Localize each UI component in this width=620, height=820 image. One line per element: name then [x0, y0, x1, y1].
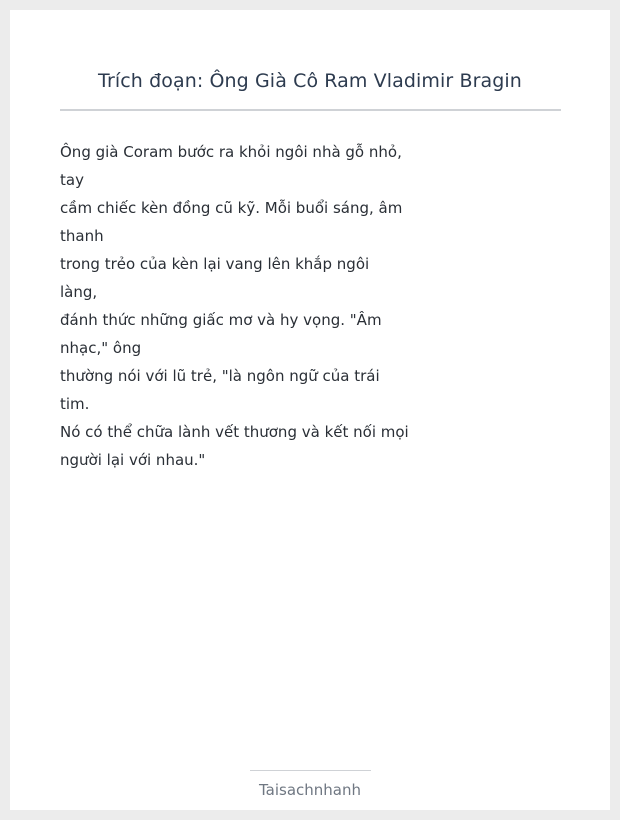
- excerpt-body: [60, 138, 409, 474]
- excerpt-line: tay: [60, 171, 84, 189]
- excerpt-line: cầm chiếc kèn đồng cũ kỹ. Mỗi buổi sáng, âm: [60, 199, 403, 217]
- excerpt-line: thanh: [60, 227, 104, 245]
- document-title: Trích đoạn: Ông Già Cô Ram Vladimir Bragin: [98, 70, 522, 92]
- excerpt-line: nhạc," ông: [60, 339, 142, 357]
- excerpt-line: Nó có thể chữa lành vết thương và kết nối mọi: [60, 423, 409, 441]
- excerpt-line: đánh thức những giấc mơ và hy vọng. "Âm: [60, 311, 382, 329]
- excerpt-line: trong trẻo của kèn lại vang lên khắp ngôi: [60, 255, 370, 273]
- excerpt-line: người lại với nhau.": [60, 451, 206, 469]
- document-page: [10, 10, 610, 810]
- excerpt-line: làng,: [60, 283, 98, 301]
- footer-divider: [250, 770, 371, 771]
- footer-source: Taisachnhanh: [258, 781, 362, 799]
- excerpt-line: thường nói với lũ trẻ, "là ngôn ngữ của trái: [60, 367, 380, 385]
- title-divider: [60, 109, 561, 111]
- excerpt-line: Ông già Coram bước ra khỏi ngôi nhà gỗ nhỏ,: [60, 143, 402, 161]
- excerpt-line: tim.: [60, 395, 90, 413]
